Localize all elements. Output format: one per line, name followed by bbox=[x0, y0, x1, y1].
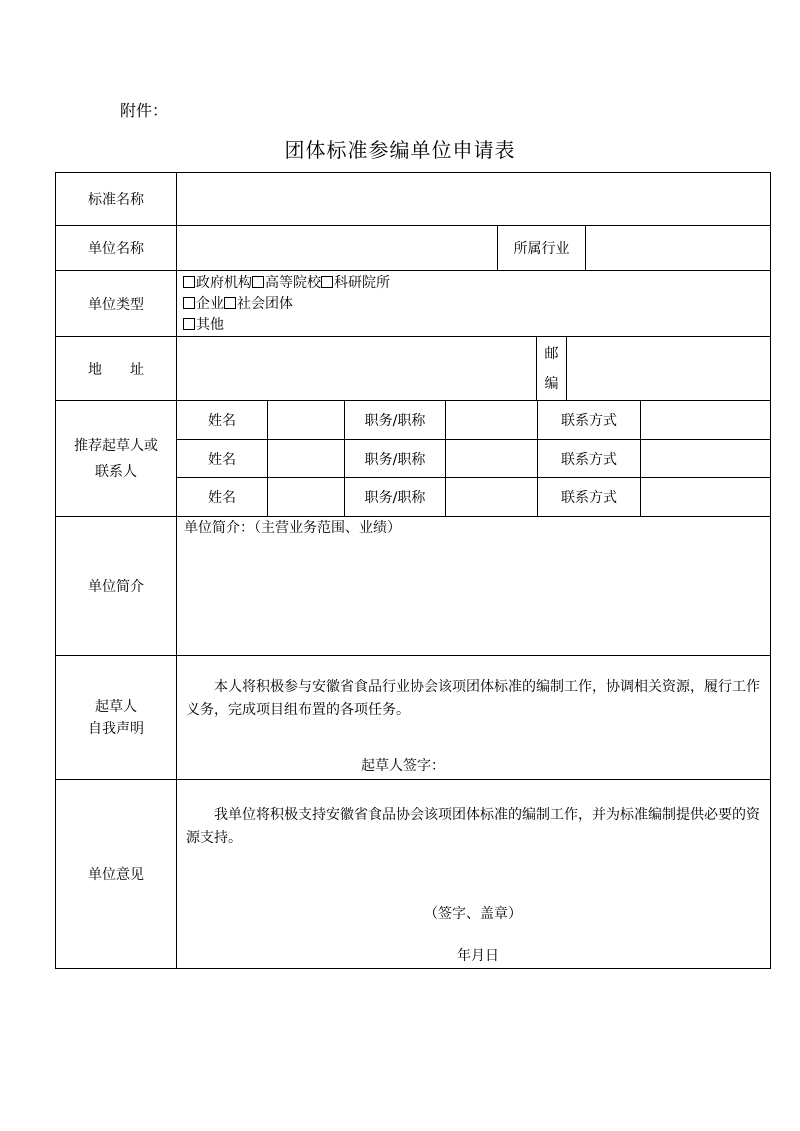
intro-prompt: 单位简介：（主营业务范围、业绩） bbox=[184, 520, 401, 536]
unit-type-option[interactable]: 政府机构 bbox=[183, 275, 252, 291]
drafter-title-field[interactable] bbox=[446, 440, 537, 477]
standard-name-label: 标准名称 bbox=[88, 192, 144, 208]
unit-type-options bbox=[183, 273, 390, 336]
checkbox-icon[interactable] bbox=[224, 297, 236, 309]
drafter-name-label: 姓名 bbox=[208, 413, 236, 429]
attachment-label: 附件： bbox=[120, 101, 169, 120]
postcode-field[interactable] bbox=[567, 337, 770, 400]
declaration-label: 起草人 自我声明 bbox=[88, 698, 144, 737]
unit-type-label: 单位类型 bbox=[88, 296, 144, 313]
drafter-label: 推荐起草人或 联系人 bbox=[74, 437, 158, 480]
sign-stamp-label: （签字、盖章） bbox=[424, 906, 522, 922]
address-field[interactable] bbox=[177, 337, 536, 400]
drafter-contact-label: 联系方式 bbox=[561, 490, 617, 506]
checkbox-icon[interactable] bbox=[321, 276, 333, 288]
drafter-contact-label: 联系方式 bbox=[561, 413, 617, 429]
drafter-name-label: 姓名 bbox=[208, 490, 236, 506]
drafter-contact-label: 联系方式 bbox=[561, 451, 617, 468]
drafter-contact-field[interactable] bbox=[641, 440, 770, 477]
opinion-text: 我单位将积极支持安徽省食品协会该项团体标准的编制工作，并为标准编制提供必要的资源支持。 bbox=[186, 807, 760, 846]
opinion-label: 单位意见 bbox=[88, 867, 144, 883]
drafter-contact-field[interactable] bbox=[641, 401, 770, 439]
drafter-title-label: 职务/职称 bbox=[364, 490, 426, 506]
standard-name-field[interactable] bbox=[177, 173, 770, 225]
table-border-right bbox=[770, 172, 771, 969]
unit-type-option[interactable]: 科研院所 bbox=[321, 275, 390, 291]
postcode-label: 邮 编 bbox=[544, 345, 559, 392]
drafter-title-label: 职务/职称 bbox=[364, 413, 426, 429]
drafter-contact-field[interactable] bbox=[641, 478, 770, 516]
unit-name-label: 单位名称 bbox=[88, 241, 144, 257]
page-title: 团体标准参编单位申请表 bbox=[284, 138, 516, 162]
date-label: 年月日 bbox=[457, 948, 499, 964]
drafter-title-field[interactable] bbox=[446, 401, 537, 439]
label-column-divider bbox=[176, 172, 177, 969]
drafter-title-label: 职务/职称 bbox=[364, 451, 426, 468]
checkbox-icon[interactable] bbox=[183, 276, 195, 288]
industry-field[interactable] bbox=[586, 226, 770, 270]
drafter-name-label: 姓名 bbox=[208, 451, 236, 468]
unit-type-option[interactable]: 高等院校 bbox=[252, 275, 321, 291]
declaration-text: 本人将积极参与安徽省食品行业协会该项团体标准的编制工作，协调相关资源，履行工作义务，完成项目组布置的各项任务。 bbox=[186, 679, 760, 718]
checkbox-icon[interactable] bbox=[183, 318, 195, 330]
checkbox-icon[interactable] bbox=[183, 297, 195, 309]
unit-type-option[interactable]: 企业 bbox=[183, 296, 224, 312]
drafter-signature-label: 起草人签字： bbox=[361, 758, 445, 774]
drafter-title-field[interactable] bbox=[446, 478, 537, 516]
unit-type-option[interactable]: 其他 bbox=[183, 317, 224, 333]
unit-name-field[interactable] bbox=[177, 226, 497, 270]
table-border-bottom bbox=[55, 968, 771, 969]
drafter-name-field[interactable] bbox=[268, 478, 344, 516]
checkbox-icon[interactable] bbox=[252, 276, 264, 288]
intro-label: 单位简介 bbox=[88, 579, 144, 595]
address-label: 地 址 bbox=[88, 361, 144, 378]
industry-label: 所属行业 bbox=[513, 241, 570, 257]
unit-type-option[interactable]: 社会团体 bbox=[224, 296, 293, 312]
drafter-name-field[interactable] bbox=[268, 401, 344, 439]
drafter-name-field[interactable] bbox=[268, 440, 344, 477]
